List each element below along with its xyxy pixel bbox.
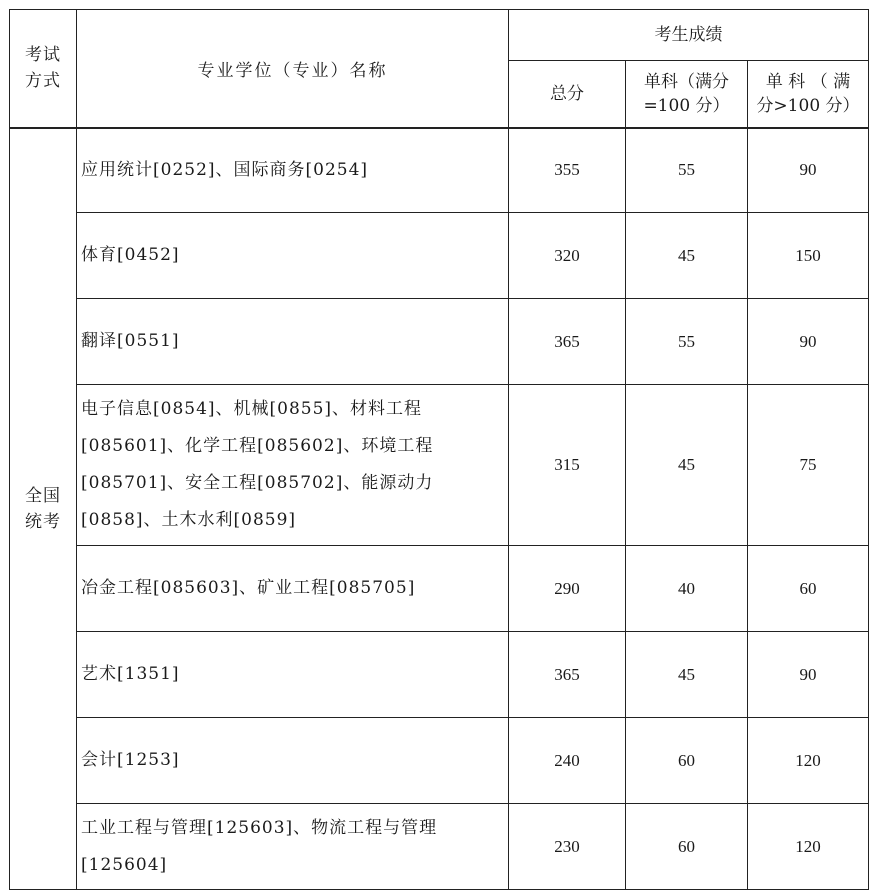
header-major-name: 专业学位（专业）名称	[77, 10, 509, 128]
total-score-cell: 230	[509, 804, 626, 890]
header-single-over-100: 单 科 （ 满 分>100 分）	[748, 61, 869, 128]
total-score-cell: 365	[509, 299, 626, 385]
exam-method-cell: 全国 统考	[10, 128, 77, 890]
total-score-cell: 240	[509, 718, 626, 804]
single-100-cell: 55	[626, 128, 748, 213]
major-name-cell: 翻译[0551]	[77, 299, 509, 385]
single-over-100-cell: 120	[748, 804, 869, 890]
table-row	[10, 718, 869, 804]
single-100-cell: 55	[626, 299, 748, 385]
major-name-cell: 会计[1253]	[77, 718, 509, 804]
header-single-100: 单科（满分 =100 分）	[626, 61, 748, 128]
total-score-cell: 315	[509, 385, 626, 546]
header-total-score: 总分	[509, 61, 626, 128]
single-100-cell: 60	[626, 804, 748, 890]
single-over-100-cell: 90	[748, 632, 869, 718]
table-row	[10, 804, 869, 890]
table-row	[10, 632, 869, 718]
major-name-cell: 体育[0452]	[77, 213, 509, 299]
single-100-cell: 40	[626, 546, 748, 632]
major-name-cell: 冶金工程[085603]、矿业工程[085705]	[77, 546, 509, 632]
major-name-cell: 艺术[1351]	[77, 632, 509, 718]
total-score-cell: 355	[509, 128, 626, 213]
single-over-100-cell: 150	[748, 213, 869, 299]
major-name-cell: 电子信息[0854]、机械[0855]、材料工程 [085601]、化学工程[085602]、环境工程 [085701]、安全工程[085702]、能源动力 [0858]、土木水利[0859]	[77, 385, 509, 546]
single-100-cell: 60	[626, 718, 748, 804]
major-name-cell: 应用统计[0252]、国际商务[0254]	[77, 128, 509, 213]
admission-score-table	[9, 9, 869, 890]
header-exam-method: 考试 方式	[10, 10, 77, 128]
single-over-100-cell: 60	[748, 546, 869, 632]
table-row	[10, 299, 869, 385]
table-row	[10, 385, 869, 546]
total-score-cell: 365	[509, 632, 626, 718]
single-100-cell: 45	[626, 385, 748, 546]
total-score-cell: 320	[509, 213, 626, 299]
single-over-100-cell: 75	[748, 385, 869, 546]
single-over-100-cell: 90	[748, 128, 869, 213]
major-name-cell: 工业工程与管理[125603]、物流工程与管理 [125604]	[77, 804, 509, 890]
table-row	[10, 213, 869, 299]
table-row	[10, 128, 869, 213]
total-score-cell: 290	[509, 546, 626, 632]
single-100-cell: 45	[626, 632, 748, 718]
single-over-100-cell: 120	[748, 718, 869, 804]
header-scores-group: 考生成绩	[509, 10, 869, 61]
table-row	[10, 546, 869, 632]
single-over-100-cell: 90	[748, 299, 869, 385]
single-100-cell: 45	[626, 213, 748, 299]
